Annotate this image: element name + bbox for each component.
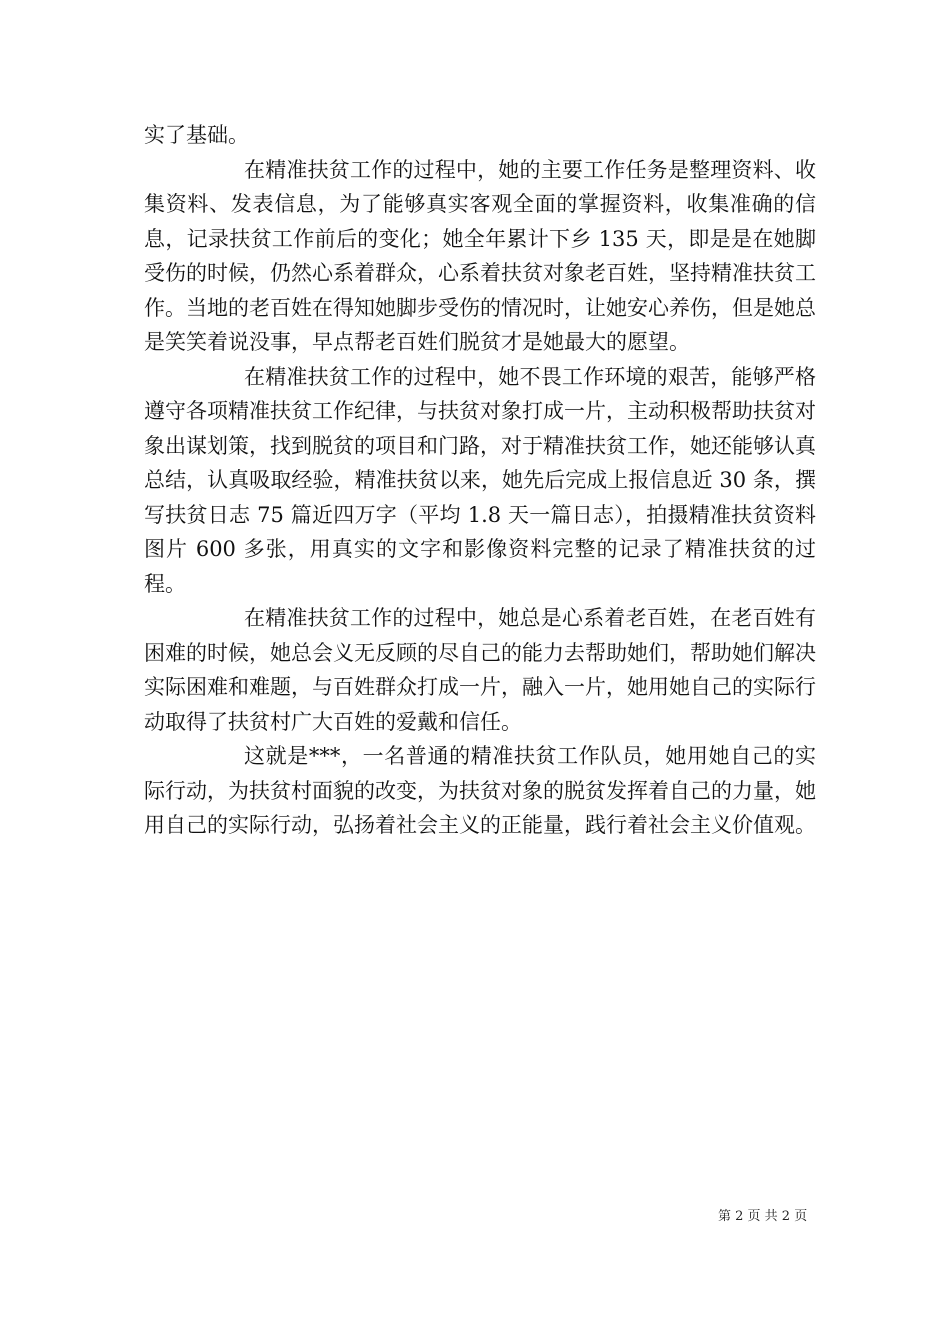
- paragraph-helping-villagers: 在精准扶贫工作的过程中，她总是心系着老百姓，在老百姓有困难的时候，她总会义无反顾的尽自己的能力去帮助她们，帮助她们解决实际困难和难题，与百姓群众打成一片，融入一片，她用她自己的实际行动取得了扶贫村广大百姓的爱戴和信任。: [144, 606, 816, 734]
- paragraph-continuation: 实了基础。: [144, 123, 249, 147]
- page-number-footer: 第 2 页 共 2 页: [718, 1209, 808, 1224]
- paragraph-work-discipline: 在精准扶贫工作的过程中，她不畏工作环境的艰苦，能够严格遵守各项精准扶贫工作纪律，与扶贫对象打成一片，主动积极帮助扶贫对象出谋划策，找到脱贫的项目和门路，对于精准扶贫工作，她还能够认真总结，认真吸取经验，精准扶贫以来，她先后完成上报信息近 30 条，撰写扶贫日志 75 篇近四万字（平均 1.8 天一篇日志），拍摄精准扶贫资料图片 600 多张，用真实的文字和影像资料完整的记录了精准扶贫的过程。: [144, 364, 816, 596]
- paragraph-work-tasks: 在精准扶贫工作的过程中，她的主要工作任务是整理资料、收集资料、发表信息，为了能够真实客观全面的掌握资料，收集准确的信息，记录扶贫工作前后的变化；她全年累计下乡 135 天，即是是在她脚受伤的时候，仍然心系着群众，心系着扶贫对象老百姓，坚持精准扶贫工作。当地的老百姓在得知她脚步受伤的情况时，让她安心养伤，但是她总是笑笑着说没事，早点帮老百姓们脱贫才是她最大的愿望。: [144, 157, 816, 354]
- document-body: [144, 118, 816, 843]
- paragraph-conclusion: 这就是***，一名普通的精准扶贫工作队员，她用她自己的实际行动，为扶贫村面貌的改变，为扶贫对象的脱贫发挥着自己的力量，她用自己的实际行动，弘扬着社会主义的正能量，践行着社会主义价值观。: [144, 744, 816, 837]
